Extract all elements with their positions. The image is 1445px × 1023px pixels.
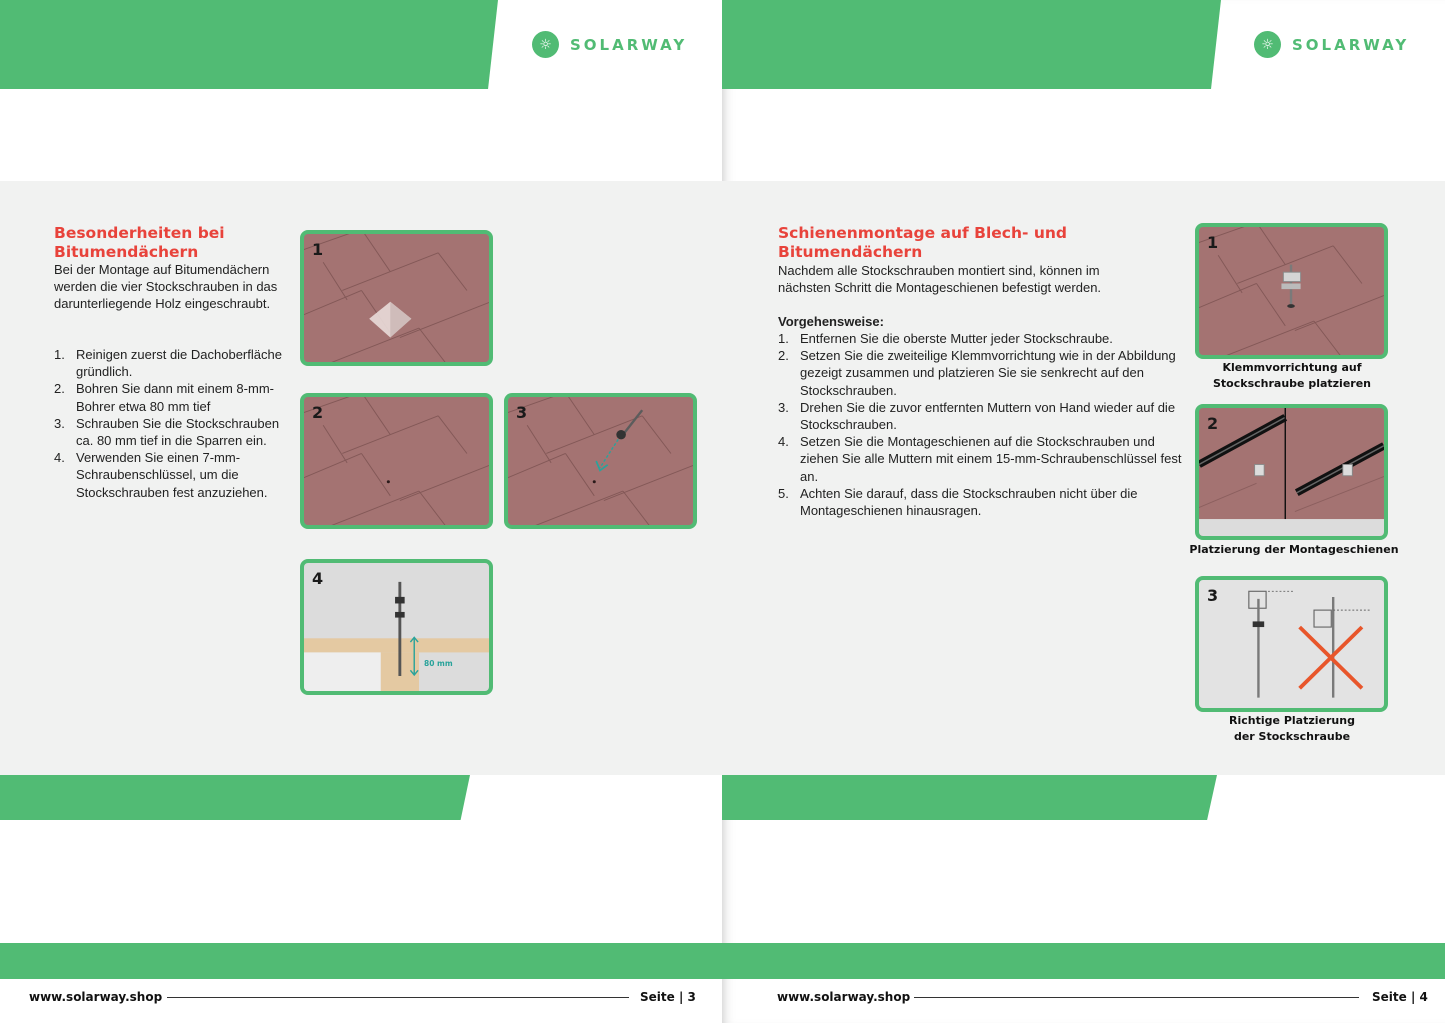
brand-logo bbox=[1254, 31, 1409, 58]
page-4 bbox=[722, 0, 1445, 1023]
step-image-3: 3 bbox=[1195, 576, 1388, 712]
footer-divider bbox=[914, 997, 1359, 998]
dimension-label: 80 mm bbox=[424, 659, 453, 668]
lower-band bbox=[722, 775, 1217, 820]
page-3 bbox=[0, 0, 722, 1023]
list-item: 2. Bohren Sie dann mit einem 8-mm-Bohrer etwa 80 mm tief bbox=[54, 381, 274, 414]
list-item: 5. Achten Sie darauf, dass die Stockschrauben nicht über die Montageschienen hinausragen. bbox=[778, 485, 1138, 519]
header-band bbox=[722, 0, 1221, 89]
sun-bulb-icon: ☼ bbox=[532, 31, 559, 58]
section-heading: Schienenmontage auf Blech- und Bitumendächern bbox=[778, 224, 1067, 261]
brand-logo bbox=[532, 31, 687, 58]
list-item: 4. Verwenden Sie einen 7-mm-Schraubenschlüssel, um die Stockschrauben fest anzuziehen. bbox=[54, 450, 268, 500]
section-heading: Besonderheiten bei Bitumendächern bbox=[54, 224, 225, 261]
list-item: 1. Entfernen Sie die oberste Mutter jeder Stockschraube. bbox=[778, 331, 1113, 346]
step-image-1: 1 bbox=[300, 230, 493, 366]
list-item: 4. Setzen Sie die Montageschienen auf die Stockschrauben und ziehen Sie alle Muttern mit einem 15-mm-Schraubenschlüssel fest an. bbox=[778, 434, 1182, 484]
image-caption-3: Richtige Platzierung der Stockschraube bbox=[1229, 714, 1355, 743]
brand-name: SOLARWAY bbox=[570, 35, 688, 54]
lower-band bbox=[0, 775, 470, 820]
page-footer bbox=[722, 990, 1445, 1006]
website-link[interactable]: www.solarway.shop bbox=[777, 990, 911, 1004]
step-image-4: 4 80 mm bbox=[300, 559, 493, 695]
step-image-2: 2 bbox=[300, 393, 493, 529]
list-item: 2. Setzen Sie die zweiteilige Klemmvorrichtung wie in der Abbildung gezeigt zusammen und platzieren Sie sie senkrecht auf den Stockschrauben. bbox=[778, 348, 1176, 398]
image-caption-1: Klemmvorrichtung auf Stockschraube platzieren bbox=[1213, 361, 1371, 390]
footer-band bbox=[722, 943, 1445, 979]
intro-text: Bei der Montage auf Bitumendächern werden die vier Stockschrauben in das darunterliegende Holz eingeschraubt. bbox=[54, 262, 278, 312]
list-item: 3. Drehen Sie die zuvor entfernten Muttern von Hand wieder auf die Stockschrauben. bbox=[778, 399, 1176, 433]
sun-bulb-icon: ☼ bbox=[1254, 31, 1281, 58]
header-band bbox=[0, 0, 498, 89]
page-number: Seite | 3 bbox=[640, 990, 696, 1004]
step-image-3: 3 bbox=[504, 393, 697, 529]
steps-list bbox=[54, 346, 294, 501]
brand-name: SOLARWAY bbox=[1292, 35, 1410, 54]
footer-divider bbox=[167, 997, 629, 998]
page-number: Seite | 4 bbox=[1372, 990, 1428, 1004]
step-image-2: 2 bbox=[1195, 404, 1388, 540]
footer-band bbox=[0, 943, 722, 979]
intro-text: Nachdem alle Stockschrauben montiert sind, können im nächsten Schritt die Montageschienen befestigt werden. bbox=[778, 263, 1102, 296]
website-link[interactable]: www.solarway.shop bbox=[29, 990, 163, 1004]
page-footer bbox=[0, 990, 722, 1006]
list-item: 1. Reinigen zuerst die Dachoberfläche gründlich. bbox=[54, 347, 282, 380]
step-image-1: 1 bbox=[1195, 223, 1388, 359]
image-caption-2: Platzierung der Montageschienen bbox=[1189, 543, 1399, 556]
steps-list bbox=[778, 330, 1184, 519]
list-item: 3. Schrauben Sie die Stockschrauben ca. 80 mm tief in die Sparren ein. bbox=[54, 415, 280, 449]
procedure-label: Vorgehensweise: bbox=[778, 314, 884, 329]
